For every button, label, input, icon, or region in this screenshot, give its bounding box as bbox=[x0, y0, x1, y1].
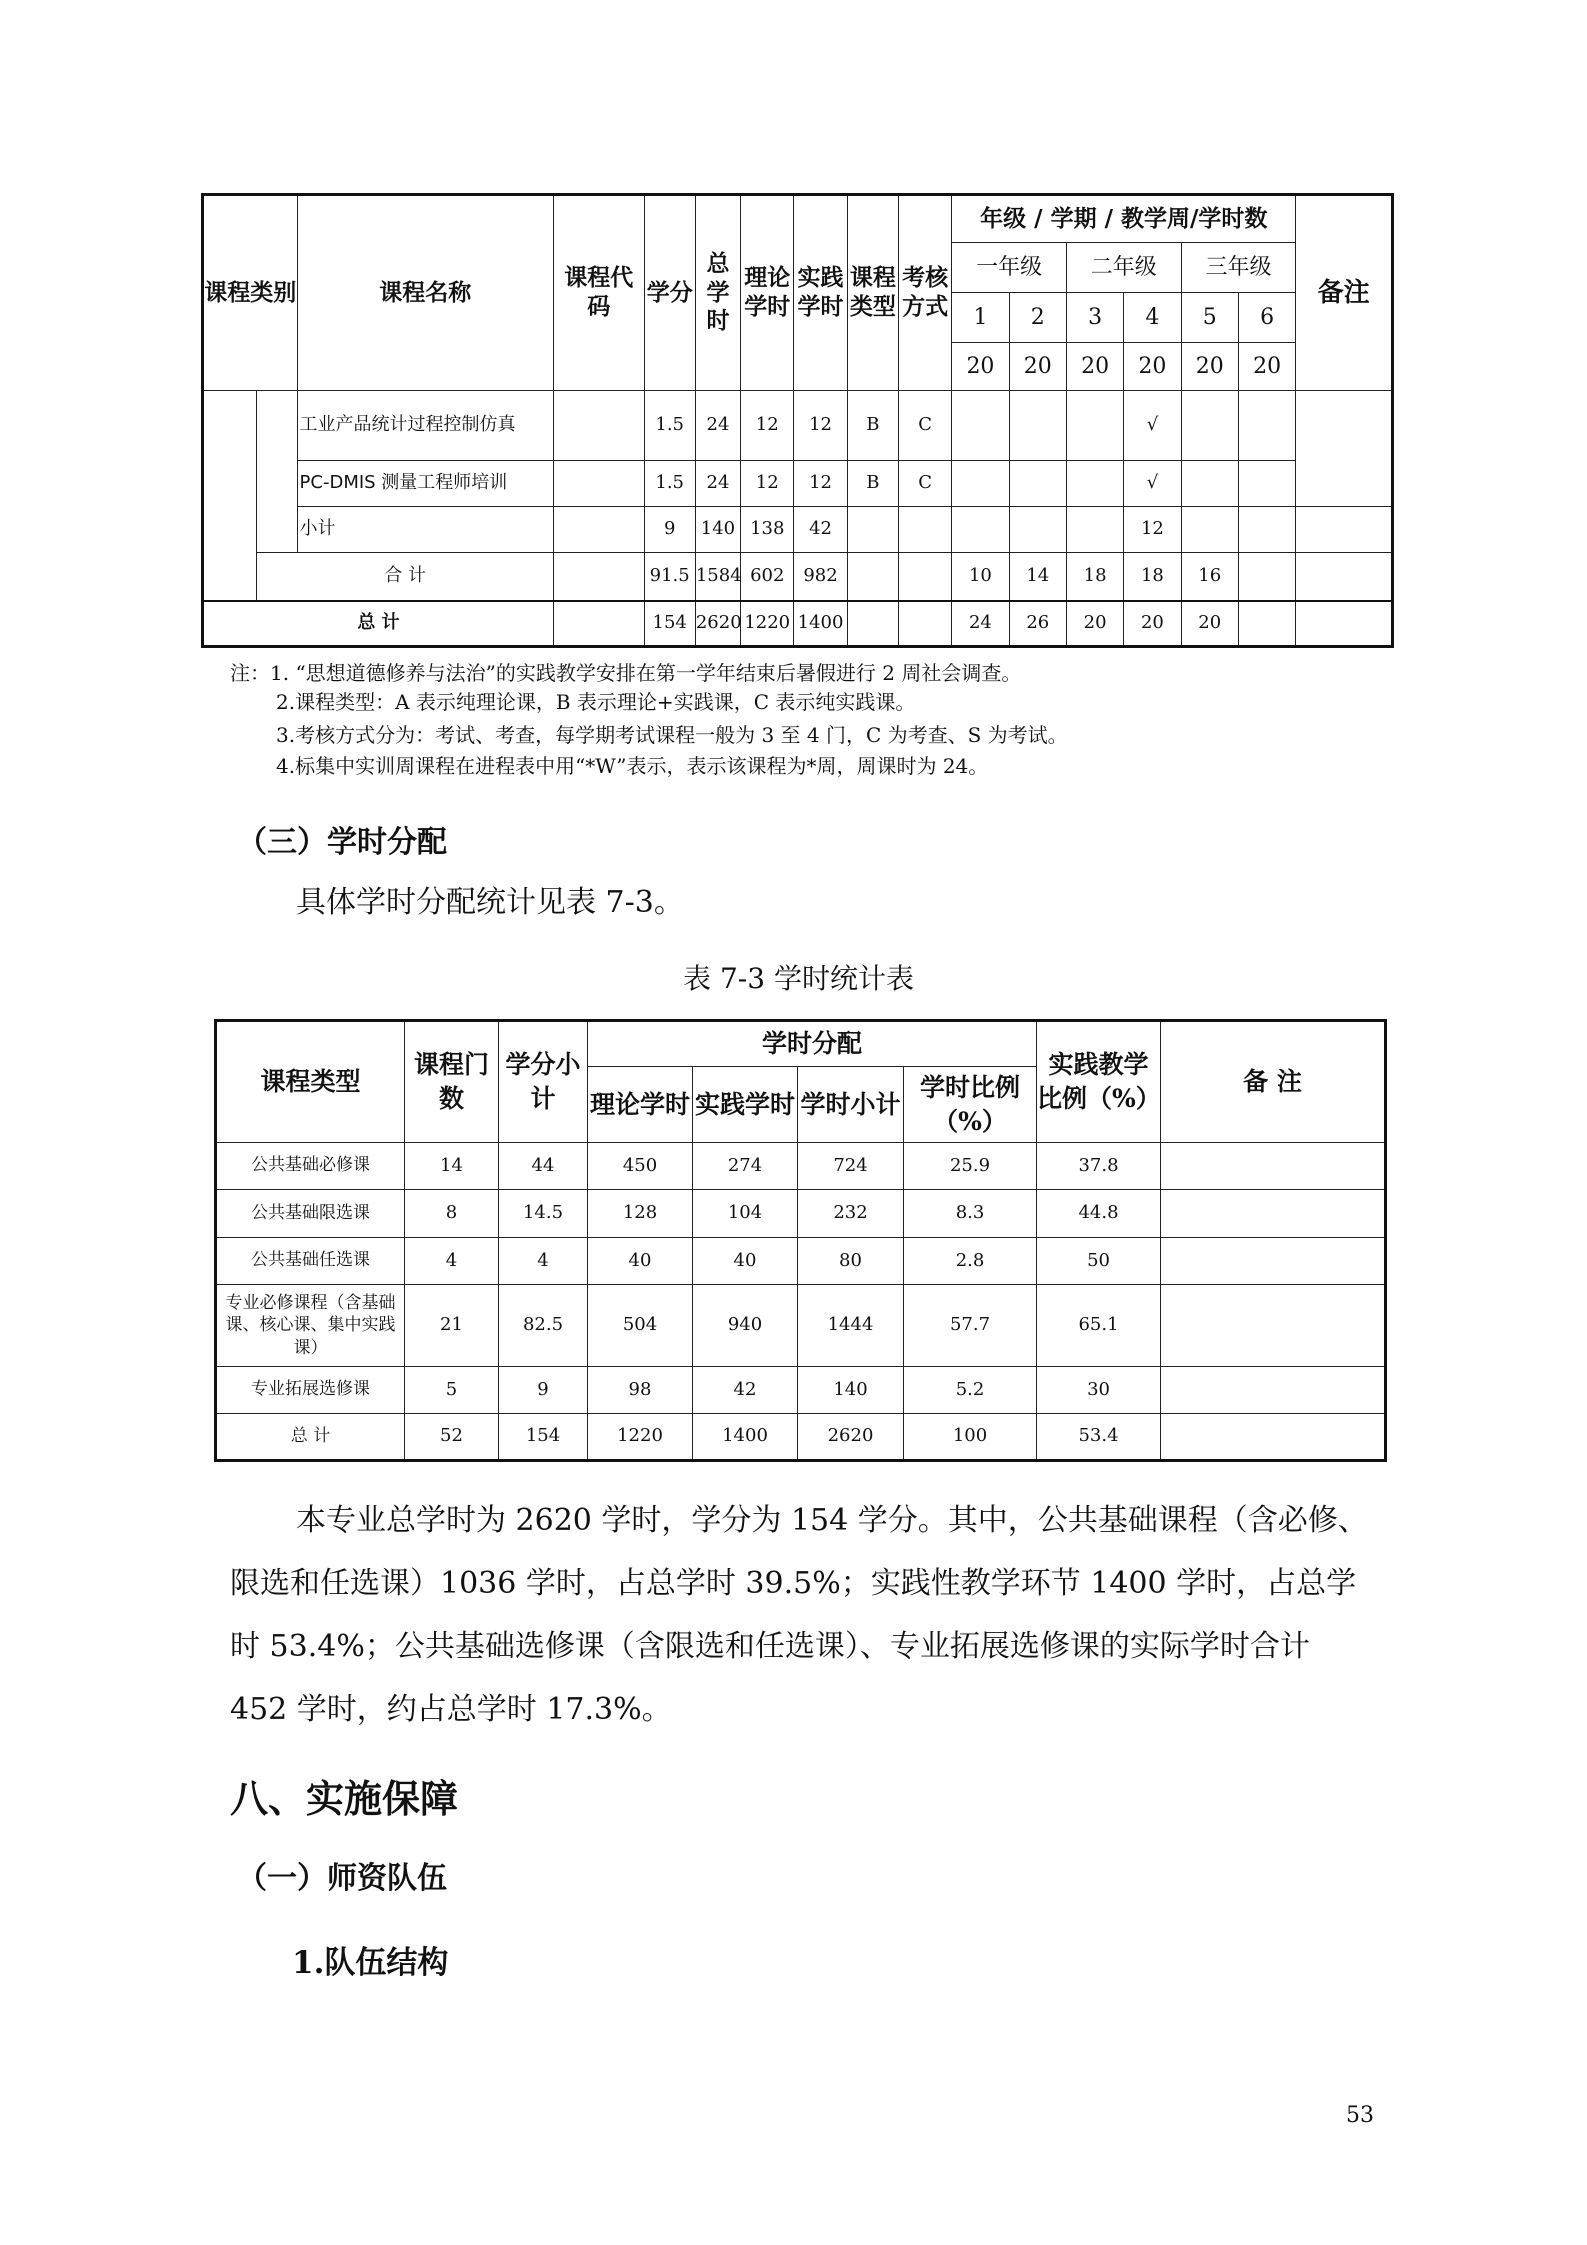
category-cell bbox=[203, 391, 257, 601]
table-row: 公共基础任选课 4 4 40 40 80 2.8 50 bbox=[216, 1238, 1386, 1285]
table-note: 注：1. “思想道德修养与法治”的实践教学安排在第一学年结束后暑假进行 2 周社会调查。 bbox=[230, 661, 1022, 685]
header-total-hours: 总学时 bbox=[695, 195, 740, 391]
table-row: 公共基础必修课 14 44 450 274 724 25.9 37.8 bbox=[216, 1143, 1386, 1190]
table-row: 工业产品统计过程控制仿真 1.5 24 12 12 B C √ bbox=[203, 391, 1393, 461]
header-weeks: 20 bbox=[1009, 343, 1066, 391]
header-semester: 2 bbox=[1009, 293, 1066, 343]
header-course-type: 课程类型 bbox=[216, 1021, 405, 1143]
header-weeks: 20 bbox=[1238, 343, 1295, 391]
course-name: 工业产品统计过程控制仿真 bbox=[297, 391, 553, 461]
header-remark: 备 注 bbox=[1161, 1021, 1386, 1143]
subtotal-label: 小计 bbox=[297, 507, 553, 553]
header-grade-semester: 年级 / 学期 / 教学周/学时数 bbox=[952, 195, 1296, 243]
header-semester: 1 bbox=[952, 293, 1009, 343]
paragraph: 具体学时分配统计见表 7-3。 bbox=[296, 885, 684, 920]
page-number: 53 bbox=[1346, 2103, 1374, 2128]
summary-line: 限选和任选课）1036 学时，占总学时 39.5%；实践性教学环节 1400 学时，占总学 bbox=[230, 1566, 1357, 1601]
header-category: 课程类别 bbox=[203, 195, 298, 391]
summary-line: 时 53.4%；公共基础选修课（含限选和任选课）、专业拓展选修课的实际学时合计 bbox=[230, 1629, 1310, 1664]
subcategory-cell bbox=[257, 391, 297, 553]
table-row-total: 总 计 52 154 1220 1400 2620 100 53.4 bbox=[216, 1414, 1386, 1461]
header-year-3: 三年级 bbox=[1181, 243, 1296, 293]
section-heading: （三）学时分配 bbox=[237, 825, 447, 860]
table-caption: 表 7-3 学时统计表 bbox=[683, 962, 914, 995]
course-schedule-table bbox=[201, 193, 1394, 648]
header-semester: 6 bbox=[1238, 293, 1295, 343]
header-hours-distribution: 学时分配 bbox=[588, 1021, 1037, 1067]
section-heading: （一）师资队伍 bbox=[237, 1861, 447, 1896]
header-hours-ratio: 学时比例（%） bbox=[904, 1067, 1037, 1143]
summary-line: 452 学时，约占总学时 17.3%。 bbox=[230, 1692, 672, 1727]
table-row: 专业必修课程（含基础课、核心课、集中实践课） 21 82.5 504 940 1444 57.7 65.1 bbox=[216, 1285, 1386, 1367]
header-semester: 4 bbox=[1124, 293, 1181, 343]
course-name: PC-DMIS 测量工程师培训 bbox=[297, 461, 553, 507]
header-practice-hours: 实践学时 bbox=[693, 1067, 798, 1143]
header-weeks: 20 bbox=[1181, 343, 1238, 391]
table-row: PC-DMIS 测量工程师培训 1.5 24 12 12 B C √ bbox=[203, 461, 1393, 507]
header-year-2: 二年级 bbox=[1066, 243, 1181, 293]
table-note: 3.考核方式分为：考试、考查，每学期考试课程一般为 3 至 4 门，C 为考查、S 为考试。 bbox=[276, 723, 1068, 747]
header-hours-subtotal: 学时小计 bbox=[798, 1067, 904, 1143]
table-note: 4.标集中实训周课程在进程表中用“*W”表示，表示该课程为*周，周课时为 24。 bbox=[276, 754, 989, 778]
hours-statistics-table bbox=[214, 1019, 1387, 1462]
header-semester: 3 bbox=[1066, 293, 1123, 343]
header-credit: 学分 bbox=[644, 195, 695, 391]
header-course-name: 课程名称 bbox=[297, 195, 553, 391]
header-weeks: 20 bbox=[1124, 343, 1181, 391]
header-course-count: 课程门数 bbox=[405, 1021, 499, 1143]
header-exam-method: 考核方式 bbox=[898, 195, 951, 391]
chapter-heading: 八、实施保障 bbox=[230, 1777, 459, 1821]
header-year-1: 一年级 bbox=[952, 243, 1067, 293]
header-course-type: 课程类型 bbox=[847, 195, 898, 391]
table-note: 2.课程类型：A 表示纯理论课，B 表示理论+实践课，C 表示纯实践课。 bbox=[276, 690, 916, 714]
header-practice-ratio: 实践教学比例（%） bbox=[1037, 1021, 1161, 1143]
header-practice-hours: 实践学时 bbox=[794, 195, 847, 391]
table-row-subtotal: 小计 9 140 138 42 12 bbox=[203, 507, 1393, 553]
subsection-heading: 1.队伍结构 bbox=[292, 1945, 449, 1981]
header-course-code: 课程代码 bbox=[554, 195, 645, 391]
heji-label: 合 计 bbox=[257, 553, 554, 601]
header-semester: 5 bbox=[1181, 293, 1238, 343]
header-theory-hours: 理论学时 bbox=[741, 195, 794, 391]
table-row-zongji: 总 计 154 2620 1220 1400 24 26 20 20 20 bbox=[203, 601, 1393, 647]
header-theory-hours: 理论学时 bbox=[588, 1067, 693, 1143]
table-row: 专业拓展选修课 5 9 98 42 140 5.2 30 bbox=[216, 1367, 1386, 1414]
header-weeks: 20 bbox=[1066, 343, 1123, 391]
header-remark: 备注 bbox=[1296, 195, 1393, 391]
table-row: 公共基础限选课 8 14.5 128 104 232 8.3 44.8 bbox=[216, 1190, 1386, 1238]
zongji-label: 总 计 bbox=[203, 601, 554, 647]
table-row-heji: 合 计 91.5 1584 602 982 10 14 18 18 16 bbox=[203, 553, 1393, 601]
summary-line: 本专业总学时为 2620 学时，学分为 154 学分。其中，公共基础课程（含必修、 bbox=[296, 1503, 1368, 1538]
header-credit-subtotal: 学分小计 bbox=[499, 1021, 588, 1143]
header-weeks: 20 bbox=[952, 343, 1009, 391]
